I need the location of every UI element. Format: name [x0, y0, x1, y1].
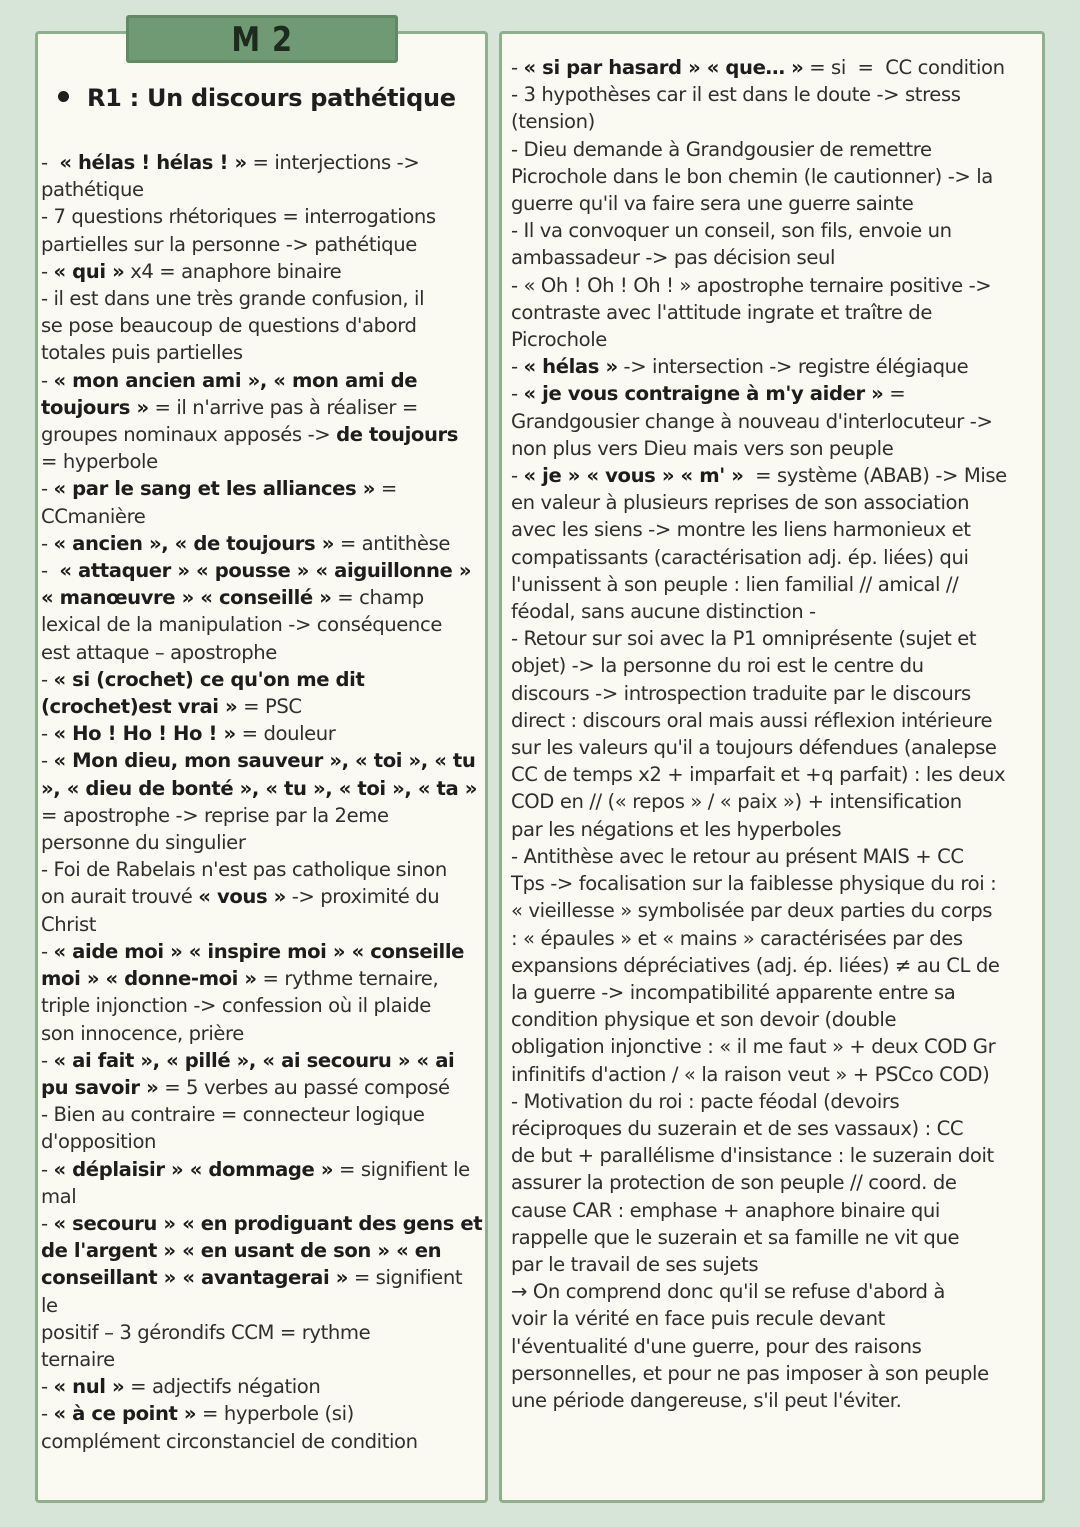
note-text: -: [511, 56, 524, 79]
note-text: par les négations et les hyperboles: [511, 817, 842, 841]
note-text: rappelle que le suzerain et sa famille ne vit que: [511, 1225, 960, 1249]
note-line: [41, 639, 483, 666]
note-line: [41, 176, 483, 203]
emphasized-quote: « à ce point »: [53, 1402, 197, 1426]
note-line: [41, 1400, 483, 1427]
note-line: [511, 788, 1039, 815]
note-text: Picrochole dans le bon chemin (le cautionner) -> la: [511, 164, 993, 188]
note-text: totales puis partielles: [41, 341, 243, 365]
note-text: l'unissent à son peuple : lien familial // amical //: [511, 572, 959, 596]
module-tab: [126, 15, 398, 63]
note-text: -: [41, 667, 54, 691]
note-text: = apostrophe -> reprise par la 2eme: [41, 803, 389, 827]
section-heading: [58, 80, 456, 116]
note-line: [511, 435, 1039, 462]
note-line: [511, 1224, 1039, 1251]
note-line: [511, 1169, 1039, 1196]
note-line: [41, 1101, 483, 1128]
emphasized-quote: « qui »: [53, 259, 125, 283]
note-line: [511, 244, 1039, 271]
note-text: = si = CC condition: [803, 56, 1005, 79]
note-text: partielles sur la personne -> pathétique: [41, 232, 417, 256]
note-text: = rythme ternaire,: [256, 967, 439, 991]
note-text: -: [41, 259, 54, 283]
note-line: [41, 775, 483, 802]
emphasized-quote: « manœuvre » « conseillé »: [41, 586, 332, 610]
note-text: - Bien au contraire = connecteur logique: [41, 1103, 425, 1127]
note-line: [41, 802, 483, 829]
emphasized-quote: « Mon dieu, mon sauveur », « toi », « tu: [53, 749, 476, 773]
note-text: non plus vers Dieu mais vers son peuple: [511, 436, 894, 460]
note-text: = PSC: [237, 695, 302, 719]
note-line: [511, 1006, 1039, 1033]
note-text: -: [41, 559, 60, 583]
note-line: [41, 747, 483, 774]
emphasized-quote: « hélas ! hélas ! »: [59, 151, 247, 174]
note-line: [511, 462, 1039, 489]
note-text: -: [41, 151, 60, 174]
note-line: [511, 897, 1039, 924]
emphasized-quote: « vous »: [198, 885, 286, 909]
note-text: sur les valeurs qu'il a toujours défendues (analepse: [511, 736, 997, 760]
note-line: [41, 1020, 483, 1047]
note-text: on aurait trouvé: [41, 885, 199, 909]
note-line: [511, 353, 1039, 380]
note-text: → On comprend donc qu'il se refuse d'abord à: [511, 1280, 945, 1304]
note-text: l'éventualité d'une guerre, pour des raisons: [511, 1334, 922, 1358]
note-text: - il est dans une très grande confusion, il: [41, 287, 425, 311]
note-text: = douleur: [235, 722, 336, 746]
note-text: = hyperbole: [41, 450, 158, 474]
note-line: [511, 489, 1039, 516]
note-text: obligation injonctive : « il me faut » + deux COD Gr: [511, 1035, 996, 1059]
note-text: positif – 3 gérondifs CCM = rythme: [41, 1320, 371, 1344]
emphasized-quote: « je » « vous » « m' »: [523, 464, 744, 488]
note-text: est attaque – apostrophe: [41, 640, 277, 664]
note-text: direct : discours oral mais aussi réflexion intérieure: [511, 708, 993, 732]
note-text: objet) -> la personne du roi est le centre du: [511, 654, 924, 678]
note-line: [41, 1319, 483, 1346]
note-text: son innocence, prière: [41, 1021, 244, 1045]
emphasized-quote: « déplaisir » « dommage »: [53, 1157, 334, 1181]
note-text: -: [41, 1375, 54, 1399]
note-text: - Antithèse avec le retour au présent MAIS + CC: [511, 844, 964, 868]
note-line: [41, 149, 483, 176]
note-text: assurer la protection de son peuple // coord. de: [511, 1171, 957, 1195]
note-line: [511, 734, 1039, 761]
note-line: [511, 108, 1039, 135]
note-line: [41, 1346, 483, 1373]
note-text: -: [41, 1157, 54, 1181]
note-text: - 3 hypothèses car il est dans le doute -> stress: [511, 83, 961, 107]
note-text: -: [511, 464, 524, 488]
note-line: [41, 965, 483, 992]
note-line: [511, 516, 1039, 543]
note-text: groupes nominaux apposés ->: [41, 423, 337, 447]
note-text: COD en // (« repos » / « paix ») + intensification: [511, 790, 962, 814]
note-text: mal: [41, 1184, 77, 1208]
note-line: [511, 925, 1039, 952]
note-text: = adjectifs négation: [124, 1375, 321, 1399]
note-line: [41, 911, 483, 938]
note-line: [41, 503, 483, 530]
note-line: [511, 380, 1039, 407]
note-text: réciproques du suzerain et de ses vassaux) : CC: [511, 1116, 964, 1140]
note-line: [41, 1237, 483, 1264]
note-text: triple injonction -> confession où il plaide: [41, 994, 431, 1018]
emphasized-quote: de l'argent » « en usant de son » « en: [41, 1239, 442, 1263]
note-text: (tension): [511, 110, 595, 134]
note-text: féodal, sans aucune distinction -: [511, 600, 816, 624]
note-line: [41, 258, 483, 285]
note-text: se pose beaucoup de questions d'abord: [41, 314, 417, 338]
note-line: [41, 829, 483, 856]
note-text: -: [41, 749, 54, 773]
note-line: [511, 217, 1039, 244]
note-text: ambassadeur -> pas décision seul: [511, 246, 836, 270]
note-text: d'opposition: [41, 1130, 157, 1154]
note-text: condition physique et son devoir (double: [511, 1008, 897, 1032]
note-text: -: [41, 939, 54, 963]
emphasized-quote: pu savoir »: [41, 1075, 159, 1099]
note-line: [41, 584, 483, 611]
note-line: [41, 1210, 483, 1237]
note-line: [511, 1278, 1039, 1305]
note-text: CCmanière: [41, 504, 146, 528]
note-line: [511, 680, 1039, 707]
emphasized-quote: « mon ancien ami », « mon ami de: [53, 368, 418, 392]
emphasized-quote: », « dieu de bonté », « tu », « toi », « ta »: [41, 776, 478, 800]
note-line: [511, 1033, 1039, 1060]
note-text: de but + parallélisme d'insistance : le suzerain doit: [511, 1144, 994, 1168]
note-line: [511, 1305, 1039, 1332]
note-text: personne du singulier: [41, 831, 246, 855]
note-text: la guerre -> incompatibilité apparente entre sa: [511, 980, 956, 1004]
note-line: [511, 163, 1039, 190]
note-text: compatissants (caractérisation adj. ép. liées) qui: [511, 545, 969, 569]
note-text: ternaire: [41, 1347, 115, 1371]
note-line: [511, 816, 1039, 843]
emphasized-quote: « hélas »: [523, 355, 618, 379]
note-line: [41, 856, 483, 883]
note-line: [41, 421, 483, 448]
note-text: = interjections ->: [246, 151, 420, 174]
note-line: [511, 652, 1039, 679]
note-text: Tps -> focalisation sur la faiblesse physique du roi :: [511, 872, 997, 896]
note-line: [511, 598, 1039, 625]
emphasized-quote: moi » « donne-moi »: [41, 967, 257, 991]
note-text: complément circonstanciel de condition: [41, 1429, 418, 1453]
note-text: voir la vérité en face puis recule devant: [511, 1307, 885, 1331]
note-line: [511, 1061, 1039, 1088]
right-notes: [511, 54, 1039, 1414]
note-text: Christ: [41, 912, 97, 936]
note-line: [511, 625, 1039, 652]
note-line: [41, 666, 483, 693]
note-line: [511, 843, 1039, 870]
note-text: avec les siens -> montre les liens harmonieux et: [511, 518, 971, 542]
note-text: -: [41, 1211, 54, 1235]
emphasized-quote: de toujours: [336, 423, 459, 447]
emphasized-quote: « secouru » « en prodiguant des gens et: [53, 1211, 483, 1235]
note-line: [511, 870, 1039, 897]
note-text: CC de temps x2 + imparfait et +q parfait) : les deux: [511, 763, 1006, 787]
note-text: -: [511, 355, 524, 379]
note-line: [41, 1128, 483, 1155]
emphasized-quote: « ai fait », « pillé », « ai secouru » « ai: [53, 1048, 455, 1072]
note-line: [41, 1183, 483, 1210]
note-line: [511, 136, 1039, 163]
note-text: lexical de la manipulation -> conséquence: [41, 613, 442, 637]
module-tab-label: M 2: [231, 20, 293, 60]
note-line: [41, 557, 483, 584]
note-line: [41, 992, 483, 1019]
note-text: = signifient le: [333, 1157, 470, 1181]
note-line: [511, 707, 1039, 734]
note-line: [511, 1360, 1039, 1387]
emphasized-quote: « ancien », « de toujours »: [53, 531, 334, 555]
note-line: [511, 979, 1039, 1006]
note-line: [511, 1387, 1039, 1414]
note-line: [41, 1156, 483, 1183]
note-line: [511, 1142, 1039, 1169]
note-text: = système (ABAB) -> Mise: [743, 464, 1007, 488]
note-text: - 7 questions rhétoriques = interrogations: [41, 205, 436, 229]
note-line: [511, 54, 1039, 81]
note-text: =: [883, 382, 906, 406]
note-text: pathétique: [41, 178, 144, 202]
note-text: Grandgousier change à nouveau d'interlocuteur ->: [511, 409, 993, 433]
note-text: contraste avec l'attitude ingrate et traître de: [511, 300, 932, 324]
note-text: - Dieu demande à Grandgousier de remettre: [511, 137, 932, 161]
note-text: -: [41, 368, 54, 392]
note-line: [511, 299, 1039, 326]
note-line: [41, 285, 483, 312]
emphasized-quote: « par le sang et les alliances »: [53, 477, 375, 501]
note-text: - Motivation du roi : pacte féodal (devoirs: [511, 1089, 900, 1113]
note-text: une période dangereuse, s'il peut l'éviter.: [511, 1388, 902, 1412]
note-line: [511, 1251, 1039, 1278]
note-line: [41, 693, 483, 720]
emphasized-quote: « attaquer » « pousse » « aiguillonne »: [59, 559, 472, 583]
note-text: -: [41, 722, 54, 746]
note-line: [41, 611, 483, 638]
note-text: =: [374, 477, 397, 501]
note-line: [511, 326, 1039, 353]
note-text: - Il va convoquer un conseil, son fils, envoie un: [511, 219, 952, 243]
note-line: [511, 1333, 1039, 1360]
note-line: [41, 367, 483, 394]
note-line: [41, 720, 483, 747]
note-line: [41, 475, 483, 502]
note-text: expansions dépréciatives (adj. ép. liées) ≠ au CL de: [511, 953, 1000, 977]
emphasized-quote: « nul »: [53, 1375, 125, 1399]
note-line: [41, 1373, 483, 1400]
note-line: [511, 190, 1039, 217]
emphasized-quote: toujours »: [41, 395, 149, 419]
note-text: Picrochole: [511, 328, 607, 352]
note-text: guerre qu'il va faire sera une guerre sainte: [511, 192, 914, 216]
note-line: [41, 530, 483, 557]
note-line: [41, 203, 483, 230]
note-text: -: [41, 1048, 54, 1072]
note-text: = signifient le: [41, 1266, 468, 1317]
note-text: = il n'arrive pas à réaliser =: [148, 395, 418, 419]
note-text: x4 = anaphore binaire: [124, 259, 342, 283]
emphasized-quote: « Ho ! Ho ! Ho ! »: [53, 722, 236, 746]
note-text: cause CAR : emphase + anaphore binaire qui: [511, 1198, 940, 1222]
note-text: - Retour sur soi avec la P1 omniprésente (sujet et: [511, 627, 977, 651]
emphasized-quote: « je vous contraigne à m'y aider »: [523, 382, 884, 406]
note-text: en valeur à plusieurs reprises de son association: [511, 491, 970, 515]
note-text: -: [41, 1402, 54, 1426]
note-line: [511, 1088, 1039, 1115]
note-text: -> proximité du: [285, 885, 440, 909]
emphasized-quote: « aide moi » « inspire moi » « conseille: [53, 939, 465, 963]
note-text: - « Oh ! Oh ! Oh ! » apostrophe ternaire positive ->: [511, 273, 992, 297]
note-line: [41, 448, 483, 475]
note-line: [511, 544, 1039, 571]
section-title: R1 : Un discours pathétique: [87, 84, 456, 112]
left-notes: [41, 149, 483, 1455]
note-line: [511, 408, 1039, 435]
note-text: = antithèse: [334, 531, 451, 555]
note-line: [41, 312, 483, 339]
note-line: [41, 1074, 483, 1101]
note-line: [511, 81, 1039, 108]
note-text: : « épaules » et « mains » caractérisées par des: [511, 926, 963, 950]
emphasized-quote: « si (crochet) ce qu'on me dit: [53, 667, 365, 691]
emphasized-quote: (crochet)est vrai »: [41, 695, 238, 719]
note-text: par le travail de ses sujets: [511, 1252, 759, 1276]
note-text: -> intersection -> registre élégiaque: [617, 355, 969, 379]
note-line: [41, 339, 483, 366]
note-text: « vieillesse » symbolisée par deux parties du corps: [511, 899, 993, 923]
note-text: -: [41, 477, 54, 501]
note-text: -: [511, 382, 524, 406]
note-line: [511, 761, 1039, 788]
note-line: [41, 394, 483, 421]
note-line: [511, 1197, 1039, 1224]
note-line: [41, 883, 483, 910]
note-text: discours -> introspection traduite par le discours: [511, 681, 971, 705]
note-line: [511, 272, 1039, 299]
note-text: -: [41, 531, 54, 555]
note-text: = 5 verbes au passé composé: [158, 1075, 450, 1099]
note-line: [41, 1264, 483, 1318]
note-line: [511, 952, 1039, 979]
note-text: personnelles, et pour ne pas imposer à son peuple: [511, 1361, 989, 1385]
note-line: [511, 1115, 1039, 1142]
emphasized-quote: conseillant » « avantagerai »: [41, 1266, 348, 1290]
note-text: = champ: [331, 586, 424, 610]
note-line: [41, 231, 483, 258]
note-line: [41, 1428, 483, 1455]
note-line: [41, 938, 483, 965]
bullet-icon: [58, 91, 69, 102]
note-text: - Foi de Rabelais n'est pas catholique sinon: [41, 858, 447, 882]
note-text: = hyperbole (si): [196, 1402, 354, 1426]
note-text: infinitifs d'action / « la raison veut » + PSCco COD): [511, 1062, 990, 1086]
note-line: [511, 571, 1039, 598]
emphasized-quote: « si par hasard » « que… »: [523, 56, 804, 79]
note-line: [41, 1047, 483, 1074]
